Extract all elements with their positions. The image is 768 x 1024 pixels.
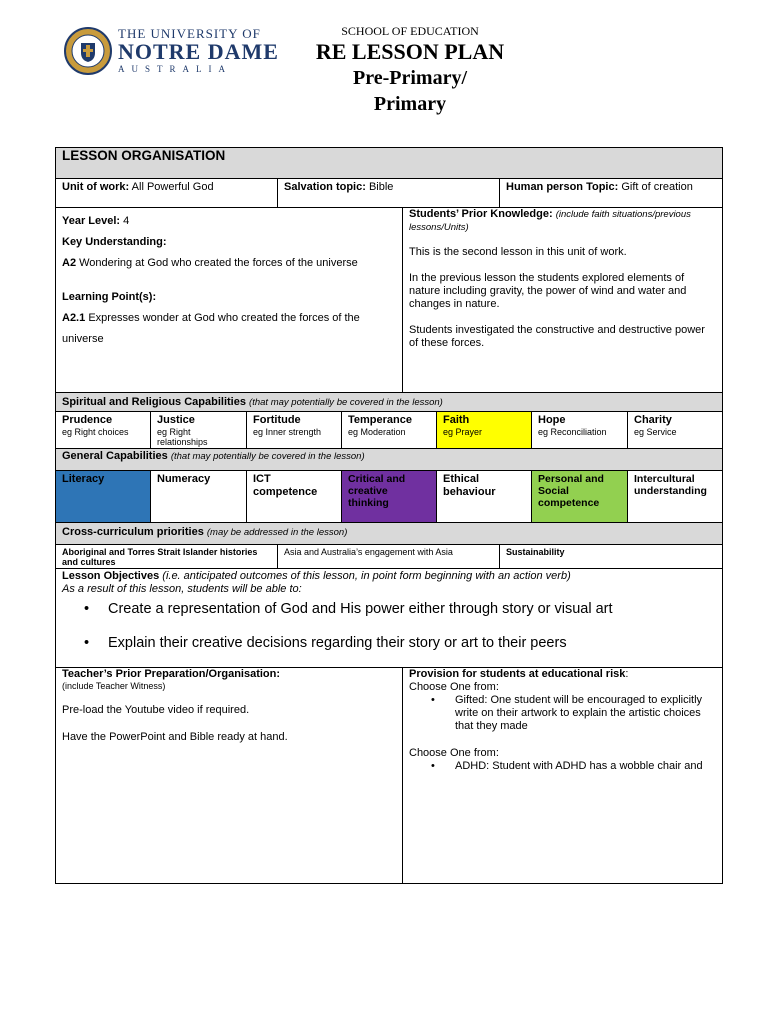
human-person-topic-cell <box>500 179 722 208</box>
lp-text: Expresses wonder at God who created the forces of the universe <box>62 312 360 345</box>
objective-item <box>62 634 716 652</box>
learning-points-label: Learning Point(s): <box>62 291 157 303</box>
spiritual-item-prudence <box>56 412 151 449</box>
risk-choose-1: Choose One from: <box>409 681 499 693</box>
human-value: Gift of creation <box>621 181 693 193</box>
spiritual-item-eg: eg Moderation <box>348 427 406 437</box>
lesson-organisation-heading: LESSON ORGANISATION <box>56 148 722 179</box>
general-item-literacy: Literacy <box>56 471 151 523</box>
spiritual-item-name: Temperance <box>348 414 412 426</box>
human-label: Human person Topic: <box>506 181 619 193</box>
risk-item-text: ADHD: Student with ADHD has a wobble chair and <box>455 760 703 772</box>
salvation-label: Salvation topic: <box>284 181 366 193</box>
risk-item <box>409 694 716 733</box>
prior-knowledge-cell <box>403 208 722 393</box>
key-understanding-label: Key Understanding: <box>62 236 167 248</box>
risk-choose-2: Choose One from: <box>409 747 499 759</box>
objectives-list <box>62 600 716 652</box>
teacher-preparation-cell <box>56 668 403 883</box>
university-line3: AUSTRALIA <box>118 64 232 74</box>
general-item-intercultural: Intercultural understanding <box>628 471 722 523</box>
spiritual-item-name: Fortitude <box>253 414 301 426</box>
risk-label: Provision for students at educational risk <box>409 668 626 680</box>
risk-item <box>409 760 716 773</box>
lp-code: A2.1 <box>62 312 86 324</box>
year-value: 4 <box>123 215 130 227</box>
general-item-ict: ICT competence <box>247 471 342 523</box>
spiritual-heading-text: Spiritual and Religious Capabilities <box>62 396 246 408</box>
spiritual-item-eg: eg Right choices <box>62 427 129 437</box>
spiritual-item-charity <box>628 412 722 449</box>
spiritual-item-eg: eg Inner strength <box>253 427 322 437</box>
university-line2: NOTRE DAME <box>118 39 279 64</box>
educational-risk-cell <box>403 668 722 883</box>
cross-item-asia: Asia and Australia’s engagement with Asia <box>278 545 500 569</box>
spiritual-item-name: Hope <box>538 414 566 426</box>
spiritual-item-justice <box>151 412 247 449</box>
cross-heading-note: (may be addressed in the lesson) <box>206 527 348 538</box>
unit-value: All Powerful God <box>131 181 214 193</box>
cross-curriculum-heading <box>56 523 722 545</box>
teacher-note: (include Teacher Witness) <box>62 681 166 691</box>
key-text: Wondering at God who created the forces of the universe <box>79 257 358 269</box>
doc-subtitle-line1: Pre-Primary/ <box>352 67 467 89</box>
prior-note: (include faith situations/previous lessons/Units) <box>409 209 691 233</box>
bullet-icon: • <box>431 760 435 772</box>
objectives-label: Lesson Objectives <box>62 570 160 582</box>
spiritual-item-eg: eg Service <box>634 427 677 437</box>
prior-para-1: This is the second lesson in this unit of work. <box>409 246 627 258</box>
risk-colon: : <box>625 668 629 680</box>
bullet-icon: • <box>431 694 435 706</box>
school-name: SCHOOL OF EDUCATION <box>341 24 479 38</box>
general-item-numeracy: Numeracy <box>151 471 247 523</box>
teacher-para-2: Have the PowerPoint and Bible ready at hand. <box>62 731 288 743</box>
general-item-critical-thinking: Critical and creative thinking <box>342 471 437 523</box>
prior-para-3: Students investigated the constructive and destructive power of these forces. <box>409 324 705 349</box>
key-code: A2 <box>62 257 77 269</box>
risk-item-text: Gifted: One student will be encouraged to explicitly write on their artwork to explain the artistic choices that they made <box>455 694 703 732</box>
unit-of-work-cell <box>56 179 278 208</box>
spiritual-item-name: Justice <box>157 414 195 426</box>
lesson-plan-table <box>55 147 723 884</box>
spiritual-item-eg: eg Reconciliation <box>538 427 607 437</box>
doc-subtitle-line2: Primary <box>373 93 447 115</box>
prior-para-2: In the previous lesson the students explored elements of nature including gravity, the power of wind and water and changes in nature. <box>409 272 687 310</box>
year-level-cell <box>56 208 403 393</box>
general-item-personal-social: Personal and Social competence <box>532 471 628 523</box>
objective-text: Create a representation of God and His power either through story or visual art <box>108 601 613 617</box>
unit-label: Unit of work: <box>62 181 130 193</box>
spiritual-item-eg: eg Prayer <box>443 427 483 437</box>
cross-item-aboriginal: Aboriginal and Torres Strait Islander histories and cultures <box>56 545 278 569</box>
teacher-para-1: Pre-load the Youtube video if required. <box>62 704 250 716</box>
university-line1: THE UNIVERSITY OF <box>118 26 261 41</box>
general-heading-text: General Capabilities <box>62 450 168 462</box>
objective-text: Explain their creative decisions regarding their story or art to their peers <box>108 635 567 651</box>
spiritual-item-name: Faith <box>443 414 470 426</box>
spiritual-item-temperance <box>342 412 437 449</box>
cross-item-sustainability: Sustainability <box>500 545 722 569</box>
spiritual-heading-note: (that may potentially be covered in the lesson) <box>249 397 443 408</box>
spiritual-item-name: Charity <box>634 414 672 426</box>
objective-item <box>62 600 716 618</box>
general-item-ethical: Ethical behaviour <box>437 471 532 523</box>
objectives-intro: As a result of this lesson, students will be able to: <box>62 583 302 595</box>
objectives-note: (i.e. anticipated outcomes of this lesson, in point form beginning with an action verb) <box>162 570 571 582</box>
general-capabilities-heading <box>56 449 722 471</box>
lesson-objectives-cell <box>56 569 722 668</box>
risk-list-1 <box>409 694 716 733</box>
cross-heading-text: Cross-curriculum priorities <box>62 526 204 538</box>
year-label: Year Level: <box>62 215 121 227</box>
doc-title: RE LESSON PLAN <box>315 39 505 64</box>
spiritual-capabilities-heading <box>56 393 722 412</box>
university-wordmark <box>118 26 279 74</box>
spiritual-item-name: Prudence <box>62 414 113 426</box>
university-crest-logo <box>62 26 114 76</box>
teacher-label: Teacher’s Prior Preparation/Organisation: <box>62 668 281 680</box>
bullet-icon: • <box>84 635 90 651</box>
document-header <box>300 24 520 117</box>
general-heading-note: (that may potentially be covered in the lesson) <box>170 451 365 462</box>
prior-label: Students’ Prior Knowledge: <box>409 208 553 220</box>
salvation-topic-cell <box>278 179 500 208</box>
spiritual-item-eg: eg Right relationships <box>157 427 208 447</box>
spiritual-item-faith <box>437 412 532 449</box>
spiritual-item-hope <box>532 412 628 449</box>
bullet-icon: • <box>84 601 90 617</box>
salvation-value: Bible <box>368 181 394 193</box>
spiritual-item-fortitude <box>247 412 342 449</box>
risk-list-2 <box>409 760 716 773</box>
